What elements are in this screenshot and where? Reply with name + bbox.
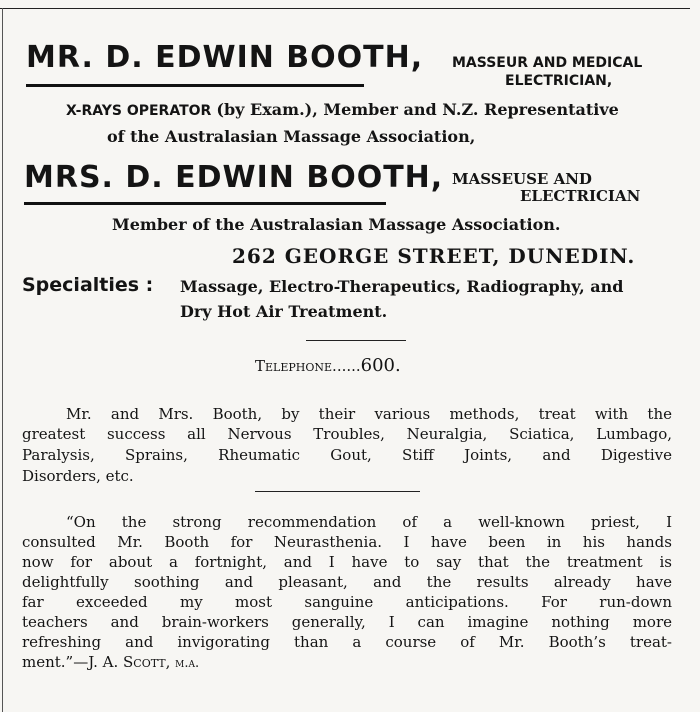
top-border (0, 8, 690, 9)
left-border (2, 8, 3, 712)
mr-assoc-line: of the Australasian Massage Association, (107, 127, 476, 146)
mrs-booth-name: MRS. D. EDWIN BOOTH, (24, 160, 444, 195)
telephone-number: 600. (360, 355, 401, 376)
mr-role-line2: ELECTRICIAN, (505, 73, 613, 89)
mrs-role-line1: MASSEUSE AND (452, 170, 592, 188)
testimonial-author: Scott, (123, 653, 171, 671)
description-line: Disorders, etc. (22, 467, 134, 485)
divider-1 (306, 340, 406, 341)
testimonial-degree: m.a. (175, 656, 200, 671)
mrs-role-line2: ELECTRICIAN (520, 187, 641, 205)
testimonial-line: ment.”—J. A. (22, 653, 119, 671)
specialties-line1: Massage, Electro-Therapeutics, Radiography, and (180, 277, 624, 296)
description-line: Paralysis, Sprains, Rheumatic Gout, Stiff Joints, and Digestive (22, 446, 672, 464)
description-line: Mr. and Mrs. Booth, by their various methods, treat with the (66, 405, 672, 423)
xray-line (66, 100, 619, 119)
mr-role-line1: MASSEUR AND MEDICAL (452, 55, 643, 71)
xray-rest: (by Exam.), Member and N.Z. Representative (216, 100, 619, 119)
testimonial-line: teachers and brain-workers generally, I can imagine nothing more (22, 613, 672, 631)
testimonial-line: consulted Mr. Booth for Neurasthenia. I have been in his hands (22, 533, 672, 551)
mr-booth-name: MR. D. EDWIN BOOTH, (26, 40, 424, 75)
mrs-booth-underline (24, 202, 386, 205)
xray-label: X-RAYS OPERATOR (66, 103, 212, 119)
testimonial-last-line (22, 653, 199, 671)
testimonial-line: “On the strong recommendation of a well-known priest, I (66, 513, 672, 531)
telephone-dots: ...... (332, 357, 361, 375)
mr-booth-underline (26, 84, 364, 87)
specialties-label: Specialties : (22, 274, 154, 296)
divider-2 (255, 491, 420, 492)
telephone-label: Telephone (255, 357, 333, 375)
telephone-line (255, 355, 401, 376)
description-line: greatest success all Nervous Troubles, Neuralgia, Sciatica, Lumbago, (22, 425, 672, 443)
testimonial-line: now for about a fortnight, and I have to say that the treatment is (22, 553, 672, 571)
testimonial-line: far exceeded my most sanguine anticipations. For run-down (22, 593, 672, 611)
specialties-line2: Dry Hot Air Treatment. (180, 302, 388, 321)
testimonial-line: delightfully soothing and pleasant, and the results already have (22, 573, 672, 591)
testimonial-line: refreshing and invigorating than a course of Mr. Booth’s treat- (22, 633, 672, 651)
address: 262 GEORGE STREET, DUNEDIN. (232, 244, 636, 268)
mrs-member-line: Member of the Australasian Massage Association. (112, 215, 561, 234)
